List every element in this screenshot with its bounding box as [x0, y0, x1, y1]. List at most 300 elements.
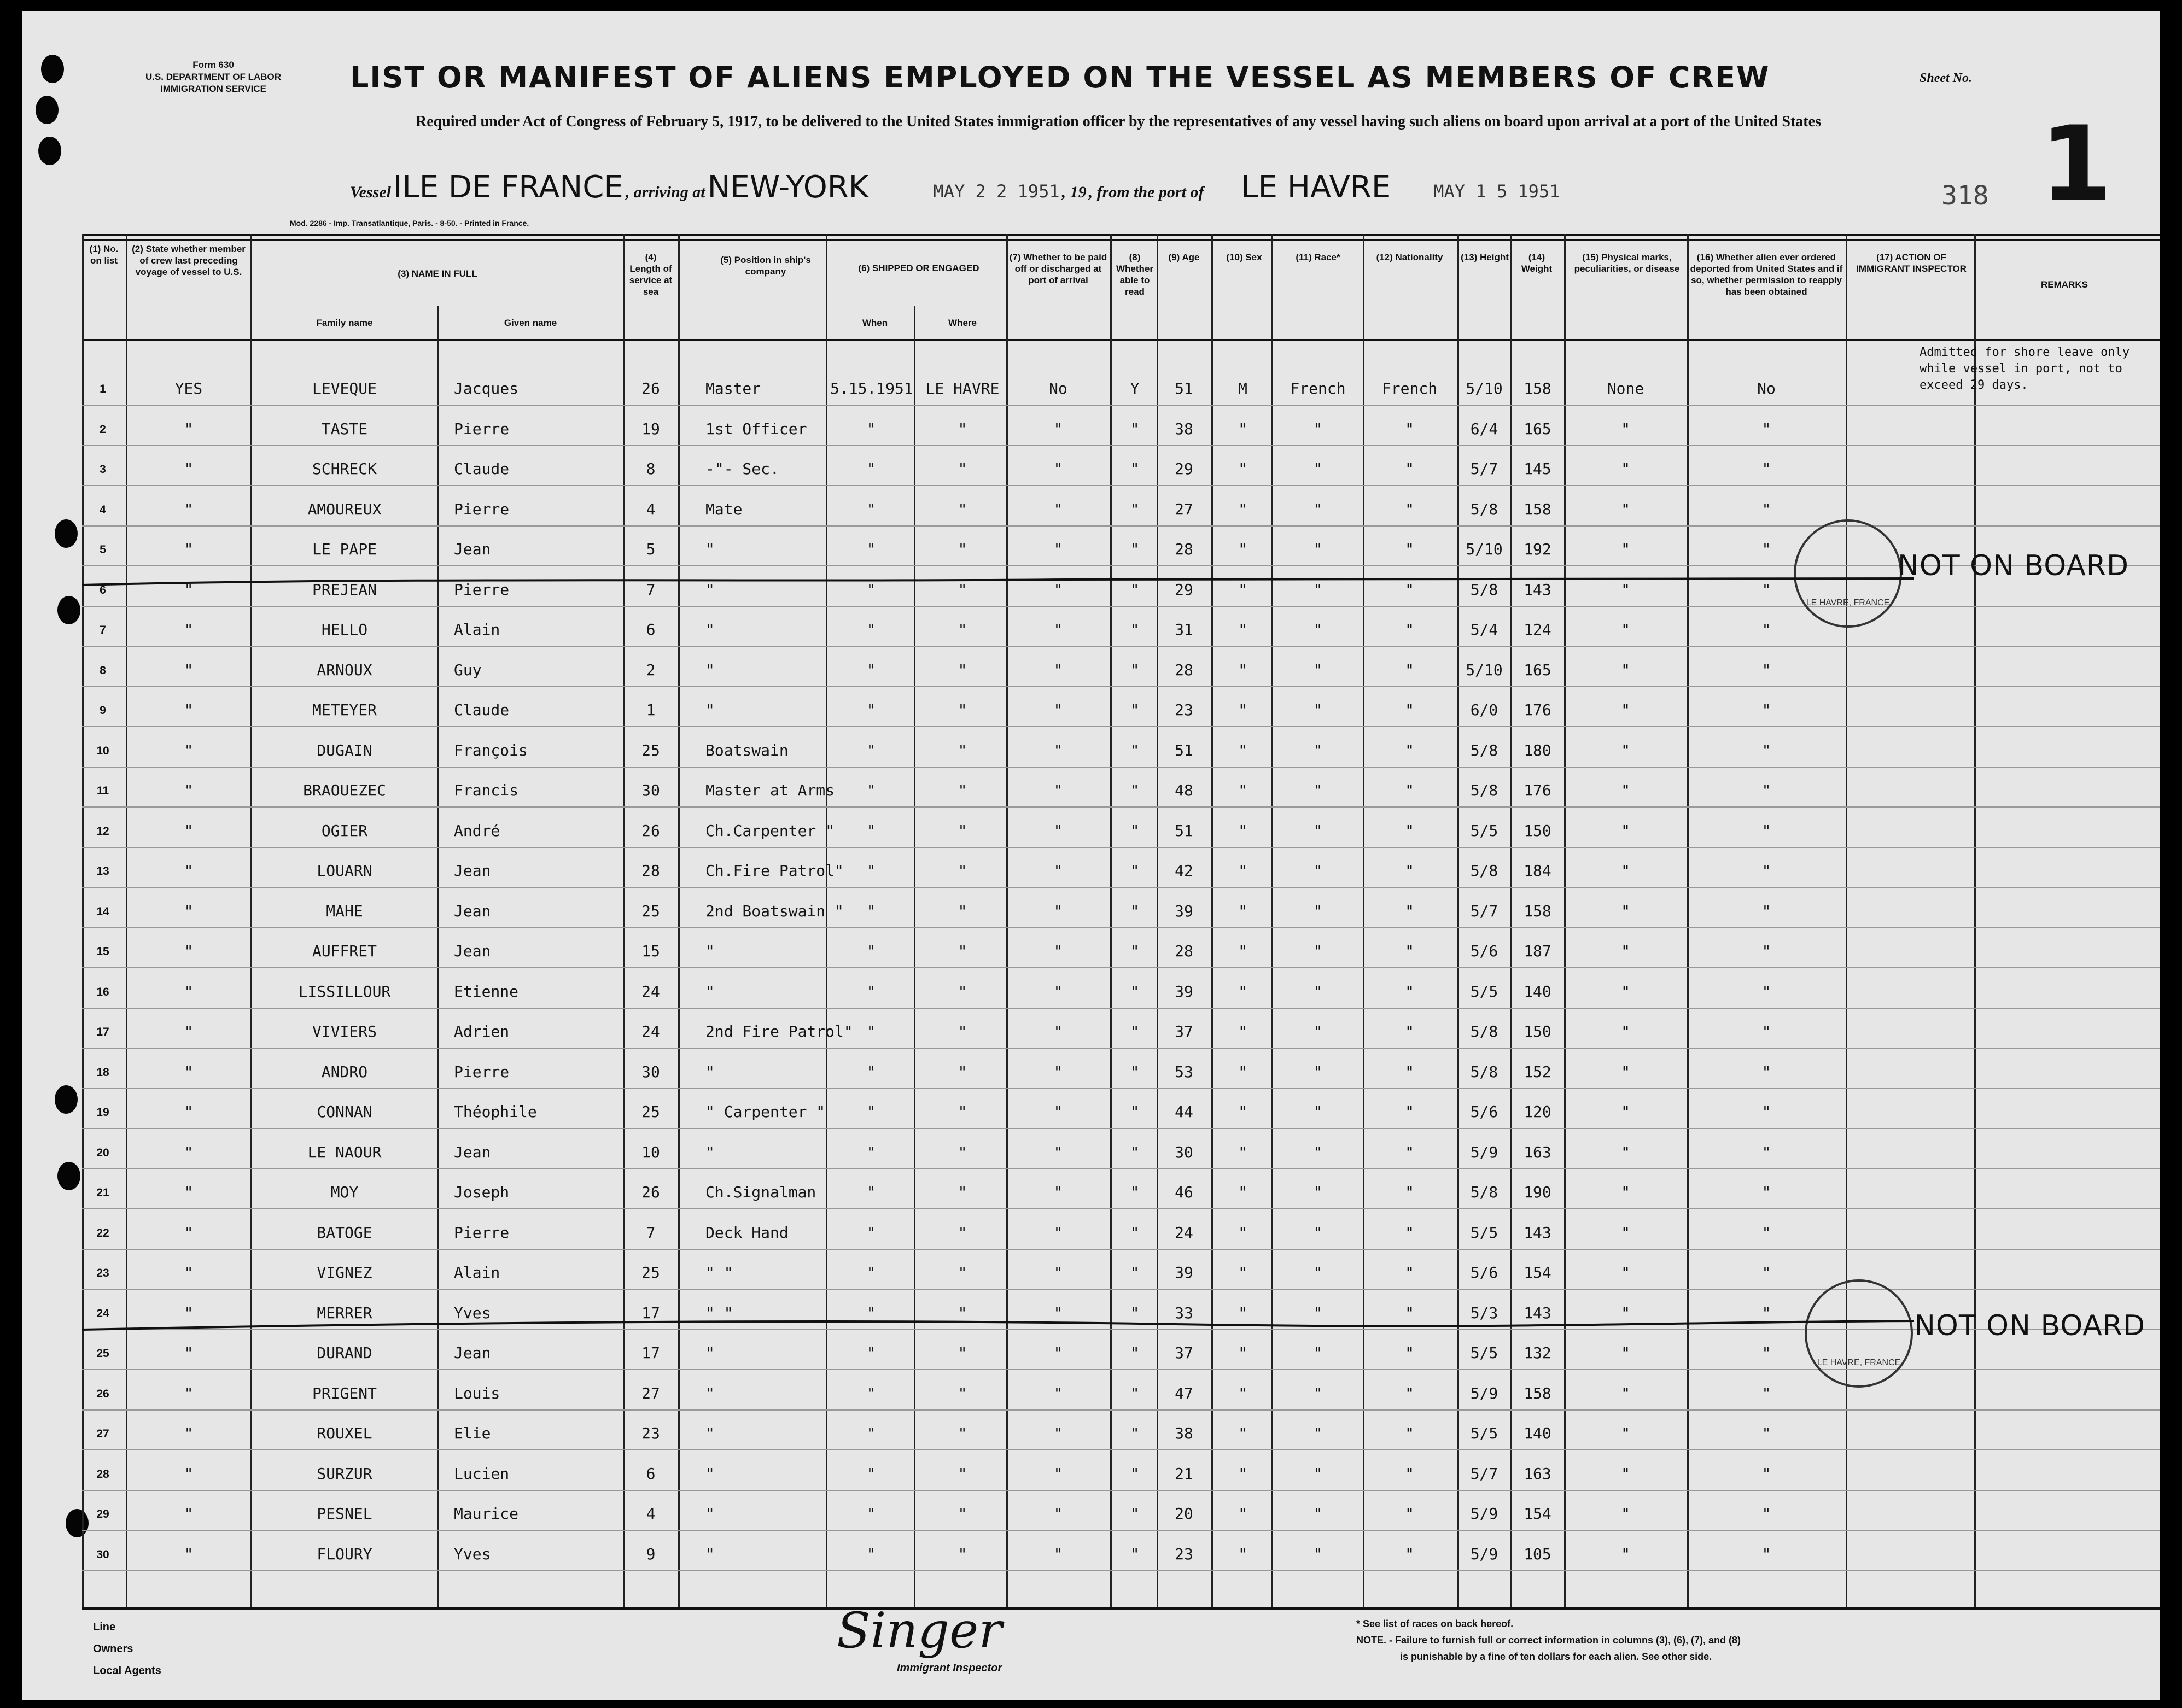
cell-deported: "	[1761, 902, 1771, 920]
cell-when: "	[866, 1464, 876, 1483]
cell-nat: "	[1405, 1424, 1414, 1442]
cell-family: MOY	[330, 1183, 359, 1201]
cell-deported: "	[1761, 1505, 1771, 1523]
cell-family: AMOUREUX	[307, 500, 382, 518]
cell-race: "	[1313, 942, 1323, 960]
row-rule	[82, 806, 2160, 808]
cell-sex: "	[1238, 1545, 1247, 1563]
row-number: 14	[96, 905, 109, 918]
cell-service: 24	[641, 982, 660, 1001]
row-rule	[82, 1530, 2160, 1531]
printer-mark: Mod. 2286 - Imp. Transatlantique, Paris. - 8-50. - Printed in France.	[290, 219, 529, 227]
cell-marks: "	[1621, 621, 1630, 639]
cell-age: 39	[1175, 982, 1193, 1001]
cell-prev: "	[184, 660, 194, 679]
cell-race: "	[1313, 982, 1323, 1001]
cell-deported: "	[1761, 821, 1771, 840]
row-number: 21	[96, 1186, 109, 1199]
cell-race: "	[1313, 621, 1323, 639]
cell-position: Deck Hand	[705, 1223, 789, 1242]
cell-position: Mate	[705, 500, 743, 518]
cell-read: "	[1130, 902, 1140, 920]
cell-prev: YES	[174, 379, 203, 397]
cell-given: Guy	[454, 660, 482, 679]
row-number: 26	[96, 1387, 109, 1400]
row-number: 13	[96, 865, 109, 878]
row-rule	[82, 1570, 2160, 1571]
cell-sex: M	[1238, 379, 1247, 397]
cell-when: "	[866, 1505, 876, 1523]
cell-read: "	[1130, 1223, 1140, 1242]
cell-position: "	[705, 1464, 715, 1483]
cell-where: "	[958, 1223, 967, 1242]
col-divider	[1564, 234, 1566, 1607]
row-number: 19	[96, 1106, 109, 1119]
col-header-race: (11) Race*	[1296, 252, 1340, 262]
row-rule	[82, 1490, 2160, 1491]
cell-read: "	[1130, 1022, 1140, 1040]
cell-race: "	[1313, 741, 1323, 759]
cell-age: 28	[1175, 540, 1193, 558]
cell-age: 48	[1175, 781, 1193, 799]
cell-service: 25	[641, 902, 660, 920]
cell-given: Francis	[454, 781, 519, 799]
cell-sex: "	[1238, 982, 1247, 1001]
cell-where: "	[958, 580, 967, 599]
cell-service: 26	[641, 821, 660, 840]
col-header-marks: (15) Physical marks, peculiarities, or disease	[1574, 252, 1680, 274]
cell-marks: "	[1621, 1424, 1630, 1442]
col-divider	[437, 306, 439, 1607]
row-number: 4	[100, 503, 106, 516]
cell-age: 28	[1175, 660, 1193, 679]
cell-age: 51	[1175, 821, 1193, 840]
cell-where: "	[958, 1424, 967, 1442]
cell-service: 24	[641, 1022, 660, 1040]
cell-given: François	[454, 741, 528, 759]
cell-weight: 158	[1524, 902, 1551, 920]
cell-position: Ch.Carpenter "	[705, 821, 835, 840]
cell-position: " Carpenter "	[705, 1103, 826, 1121]
sheet-number: 1	[2040, 104, 2113, 225]
cell-prev: "	[184, 1464, 194, 1483]
cell-given: Jacques	[454, 379, 519, 397]
strike-line	[82, 574, 1914, 590]
cell-position: 2nd Boatswain "	[705, 902, 844, 920]
cell-service: 7	[646, 580, 656, 599]
cell-height: 5/10	[1466, 379, 1503, 397]
sheet-serial: 318	[1941, 180, 1989, 211]
cell-height: 5/6	[1470, 1264, 1498, 1282]
cell-deported: "	[1761, 621, 1771, 639]
cell-when: "	[866, 1264, 876, 1282]
cell-marks: "	[1621, 460, 1630, 478]
cell-when: "	[866, 1223, 876, 1242]
cell-where: "	[958, 1103, 967, 1121]
cell-where: "	[958, 1022, 967, 1040]
cell-position: "	[705, 1424, 715, 1442]
form-number: Form 630	[192, 60, 234, 70]
cell-height: 5/9	[1470, 1384, 1498, 1402]
cell-height: 5/9	[1470, 1545, 1498, 1563]
cell-nat: "	[1405, 419, 1414, 438]
cell-nat: "	[1405, 1464, 1414, 1483]
cell-nat: "	[1405, 500, 1414, 518]
cell-read: "	[1130, 460, 1140, 478]
cell-age: 51	[1175, 741, 1193, 759]
cell-family: PESNEL	[317, 1505, 372, 1523]
cell-sex: "	[1238, 862, 1247, 880]
cell-when: "	[866, 1022, 876, 1040]
cell-age: 44	[1175, 1103, 1193, 1121]
row-number: 16	[96, 985, 109, 998]
cell-weight: 154	[1524, 1264, 1551, 1282]
cell-sex: "	[1238, 460, 1247, 478]
cell-paid: "	[1053, 781, 1063, 799]
cell-deported: No	[1757, 379, 1776, 397]
cell-race: "	[1313, 1183, 1323, 1201]
row-rule	[82, 445, 2160, 446]
cell-paid: "	[1053, 1545, 1063, 1563]
manifest-page	[22, 11, 2160, 1700]
punch-hole	[57, 1162, 80, 1190]
departure-port: LE HAVRE	[1241, 169, 1391, 205]
cell-marks: "	[1621, 1505, 1630, 1523]
strike-line	[82, 1318, 1914, 1334]
cell-marks: "	[1621, 1022, 1630, 1040]
cell-height: 5/9	[1470, 1143, 1498, 1161]
cell-paid: "	[1053, 1344, 1063, 1362]
cell-read: "	[1130, 1424, 1140, 1442]
cell-weight: 152	[1524, 1062, 1551, 1081]
cell-nat: "	[1405, 1505, 1414, 1523]
cell-position: Ch.Fire Patrol"	[705, 862, 844, 880]
col-divider	[1211, 234, 1213, 1607]
not-on-board-stamp: NOT ON BOARD	[1898, 549, 2129, 582]
punch-hole	[55, 519, 78, 548]
cell-family: PRIGENT	[312, 1384, 377, 1402]
cell-position: "	[705, 1062, 715, 1081]
row-rule	[82, 1048, 2160, 1049]
stamp-text: LE HAVRE, FRANCE	[1806, 598, 1890, 607]
cell-prev: "	[184, 1022, 194, 1040]
cell-position: -"- Sec.	[705, 460, 779, 478]
cell-position: "	[705, 660, 715, 679]
row-rule	[82, 1249, 2160, 1250]
cell-family: LEVEQUE	[312, 379, 377, 397]
row-number: 27	[96, 1428, 109, 1440]
cell-family: HELLO	[321, 621, 368, 639]
table-bottom-rule	[82, 1607, 2160, 1610]
punch-hole	[41, 55, 64, 83]
cell-height: 6/4	[1470, 419, 1498, 438]
cell-read: "	[1130, 1464, 1140, 1483]
cell-marks: "	[1621, 1464, 1630, 1483]
cell-height: 5/7	[1470, 460, 1498, 478]
cell-position: "	[705, 1344, 715, 1362]
col-header-prev-voyage: (2) State whether member of crew last preceding voyage of vessel to U.S.	[132, 244, 246, 277]
cell-race: "	[1313, 781, 1323, 799]
punch-hole	[36, 96, 59, 124]
cell-given: Pierre	[454, 1062, 510, 1081]
cell-prev: "	[184, 1143, 194, 1161]
cell-prev: "	[184, 1344, 194, 1362]
cell-nat: "	[1405, 580, 1414, 599]
cell-read: "	[1130, 1264, 1140, 1282]
cell-paid: "	[1053, 1143, 1063, 1161]
cell-race: "	[1313, 460, 1323, 478]
row-number: 11	[96, 785, 109, 797]
row-rule	[82, 485, 2160, 486]
cell-height: 5/8	[1470, 1022, 1498, 1040]
cell-weight: 154	[1524, 1505, 1551, 1523]
cell-where: "	[958, 419, 967, 438]
row-number: 8	[100, 664, 106, 677]
cell-prev: "	[184, 540, 194, 558]
cell-race: "	[1313, 419, 1323, 438]
cell-marks: "	[1621, 1223, 1630, 1242]
cell-prev: "	[184, 1062, 194, 1081]
col-header-read: (8) Whether able to read	[1116, 252, 1153, 297]
from-label: , from the port of	[1088, 183, 1204, 201]
cell-position: Boatswain	[705, 741, 789, 759]
cell-read: "	[1130, 1344, 1140, 1362]
cell-race: "	[1313, 1545, 1323, 1563]
col-divider	[678, 234, 680, 1607]
cell-where: "	[958, 741, 967, 759]
cell-read: "	[1130, 1505, 1140, 1523]
cell-when: "	[866, 621, 876, 639]
cell-weight: 158	[1524, 1384, 1551, 1402]
cell-given: Jean	[454, 902, 491, 920]
cell-prev: "	[184, 701, 194, 719]
cell-prev: "	[184, 1545, 194, 1563]
not-on-board-stamp: NOT ON BOARD	[1914, 1309, 2145, 1342]
cell-paid: "	[1053, 701, 1063, 719]
cell-where: "	[958, 1303, 967, 1322]
cell-paid: "	[1053, 1424, 1063, 1442]
cell-marks: "	[1621, 1103, 1630, 1121]
cell-read: "	[1130, 1545, 1140, 1563]
cell-when: "	[866, 741, 876, 759]
cell-nat: "	[1405, 660, 1414, 679]
cell-prev: "	[184, 902, 194, 920]
cell-sex: "	[1238, 580, 1247, 599]
cell-race: "	[1313, 1264, 1323, 1282]
cell-read: "	[1130, 580, 1140, 599]
cell-weight: 140	[1524, 1424, 1551, 1442]
cell-marks: "	[1621, 419, 1630, 438]
cell-nat: "	[1405, 902, 1414, 920]
cell-age: 37	[1175, 1344, 1193, 1362]
cell-age: 37	[1175, 1022, 1193, 1040]
cell-height: 5/8	[1470, 1062, 1498, 1081]
cell-paid: "	[1053, 1505, 1063, 1523]
cell-race: "	[1313, 821, 1323, 840]
cell-paid: "	[1053, 580, 1063, 599]
cell-race: "	[1313, 701, 1323, 719]
row-number: 2	[100, 423, 106, 436]
cell-marks: None	[1607, 379, 1644, 397]
cell-marks: "	[1621, 540, 1630, 558]
cell-height: 5/5	[1470, 821, 1498, 840]
cell-marks: "	[1621, 741, 1630, 759]
cell-position: "	[705, 580, 715, 599]
cell-given: Jean	[454, 1344, 491, 1362]
cell-position: " "	[705, 1303, 733, 1322]
cell-service: 23	[641, 1424, 660, 1442]
cell-sex: "	[1238, 1103, 1247, 1121]
cell-weight: 165	[1524, 419, 1551, 438]
cell-when: "	[866, 701, 876, 719]
page-title: LIST OR MANIFEST OF ALIENS EMPLOYED ON THE VESSEL AS MEMBERS OF CREW	[350, 60, 1770, 95]
cell-deported: "	[1761, 1143, 1771, 1161]
cell-nat: "	[1405, 1384, 1414, 1402]
cell-read: "	[1130, 540, 1140, 558]
cell-when: "	[866, 821, 876, 840]
cell-family: TASTE	[321, 419, 368, 438]
inspector-signature: Singer	[837, 1602, 1002, 1659]
row-number: 30	[96, 1548, 109, 1561]
cell-weight: 163	[1524, 1143, 1551, 1161]
cell-age: 39	[1175, 1264, 1193, 1282]
cell-family: ARNOUX	[317, 660, 372, 679]
col-header-sex: (10) Sex	[1226, 252, 1262, 262]
row-rule	[82, 1088, 2160, 1089]
cell-height: 5/6	[1470, 1103, 1498, 1121]
cell-service: 7	[646, 1223, 656, 1242]
cell-read: "	[1130, 660, 1140, 679]
cell-height: 5/8	[1470, 500, 1498, 518]
cell-marks: "	[1621, 1303, 1630, 1322]
cell-given: Maurice	[454, 1505, 519, 1523]
cell-marks: "	[1621, 902, 1630, 920]
col-header-service: (4) Length of service at sea	[629, 252, 673, 297]
col-header-no: (1) No. on list	[89, 244, 119, 266]
cell-paid: "	[1053, 1384, 1063, 1402]
cell-given: Etienne	[454, 982, 519, 1001]
arriving-label: , arriving at	[625, 183, 705, 201]
cell-age: 20	[1175, 1505, 1193, 1523]
cell-read: "	[1130, 1103, 1140, 1121]
col-divider	[1846, 234, 1847, 1607]
row-number: 29	[96, 1508, 109, 1520]
cell-paid: "	[1053, 460, 1063, 478]
row-rule	[82, 927, 2160, 928]
cell-family: BRAOUEZEC	[303, 781, 386, 799]
cell-height: 5/8	[1470, 1183, 1498, 1201]
cell-deported: "	[1761, 741, 1771, 759]
cell-given: Théophile	[454, 1103, 537, 1121]
cell-sex: "	[1238, 660, 1247, 679]
cell-when: "	[866, 540, 876, 558]
cell-nat: "	[1405, 982, 1414, 1001]
row-rule	[82, 887, 2160, 888]
cell-service: 26	[641, 1183, 660, 1201]
cell-family: VIVIERS	[312, 1022, 377, 1040]
footer-note-races: * See list of races on back hereof.	[1356, 1618, 1514, 1629]
row-number: 25	[96, 1347, 109, 1360]
cell-nat: "	[1405, 781, 1414, 799]
cell-where: "	[958, 1545, 967, 1563]
cell-paid: "	[1053, 1022, 1063, 1040]
cell-weight: 184	[1524, 862, 1551, 880]
consulate-stamp	[1794, 519, 1902, 628]
cell-when: "	[866, 460, 876, 478]
cell-given: Alain	[454, 1264, 500, 1282]
cell-paid: "	[1053, 419, 1063, 438]
cell-race: "	[1313, 1143, 1323, 1161]
cell-where: "	[958, 982, 967, 1001]
row-rule	[82, 1449, 2160, 1450]
vessel-name: ILE DE FRANCE	[393, 169, 623, 205]
cell-family: OGIER	[321, 821, 368, 840]
row-number: 23	[96, 1267, 109, 1279]
col-divider	[1110, 234, 1112, 1607]
cell-deported: "	[1761, 1223, 1771, 1242]
cell-given: Joseph	[454, 1183, 510, 1201]
cell-sex: "	[1238, 621, 1247, 639]
cell-family: DUGAIN	[317, 741, 372, 759]
cell-service: 25	[641, 741, 660, 759]
cell-deported: "	[1761, 1424, 1771, 1442]
cell-race: "	[1313, 580, 1323, 599]
cell-prev: "	[184, 781, 194, 799]
row-number: 5	[100, 543, 106, 556]
cell-age: 29	[1175, 580, 1193, 599]
cell-when: "	[866, 1183, 876, 1201]
cell-service: 17	[641, 1303, 660, 1322]
col-divider	[250, 234, 252, 1607]
cell-age: 38	[1175, 1424, 1193, 1442]
cell-age: 46	[1175, 1183, 1193, 1201]
col-header-remarks: REMARKS	[2041, 279, 2088, 290]
cell-sex: "	[1238, 1143, 1247, 1161]
cell-when: 5.15.1951	[830, 379, 913, 397]
cell-height: 5/5	[1470, 1223, 1498, 1242]
cell-marks: "	[1621, 942, 1630, 960]
cell-family: FLOURY	[317, 1545, 372, 1563]
cell-race: "	[1313, 1022, 1323, 1040]
cell-deported: "	[1761, 580, 1771, 599]
cell-family: METEYER	[312, 701, 377, 719]
row-number: 28	[96, 1467, 109, 1481]
cell-given: Claude	[454, 701, 510, 719]
cell-position: " "	[705, 1264, 733, 1282]
cell-prev: "	[184, 1424, 194, 1442]
cell-nat: "	[1405, 460, 1414, 478]
cell-where: "	[958, 1062, 967, 1081]
cell-service: 8	[646, 460, 656, 478]
row-rule	[82, 1128, 2160, 1129]
cell-race: "	[1313, 1062, 1323, 1081]
cell-paid: "	[1053, 500, 1063, 518]
cell-prev: "	[184, 580, 194, 599]
cell-marks: "	[1621, 1384, 1630, 1402]
cell-age: 30	[1175, 1143, 1193, 1161]
cell-given: Pierre	[454, 580, 510, 599]
cell-when: "	[866, 1344, 876, 1362]
departure-date: MAY 1 5 1951	[1433, 181, 1560, 202]
cell-deported: "	[1761, 1344, 1771, 1362]
cell-age: 24	[1175, 1223, 1193, 1242]
cell-height: 5/7	[1470, 902, 1498, 920]
cell-paid: "	[1053, 540, 1063, 558]
col-divider	[1271, 234, 1273, 1607]
stamp-text: LE HAVRE, FRANCE	[1817, 1358, 1901, 1367]
footer-owners-label: Owners	[93, 1643, 133, 1655]
cell-age: 33	[1175, 1303, 1193, 1322]
